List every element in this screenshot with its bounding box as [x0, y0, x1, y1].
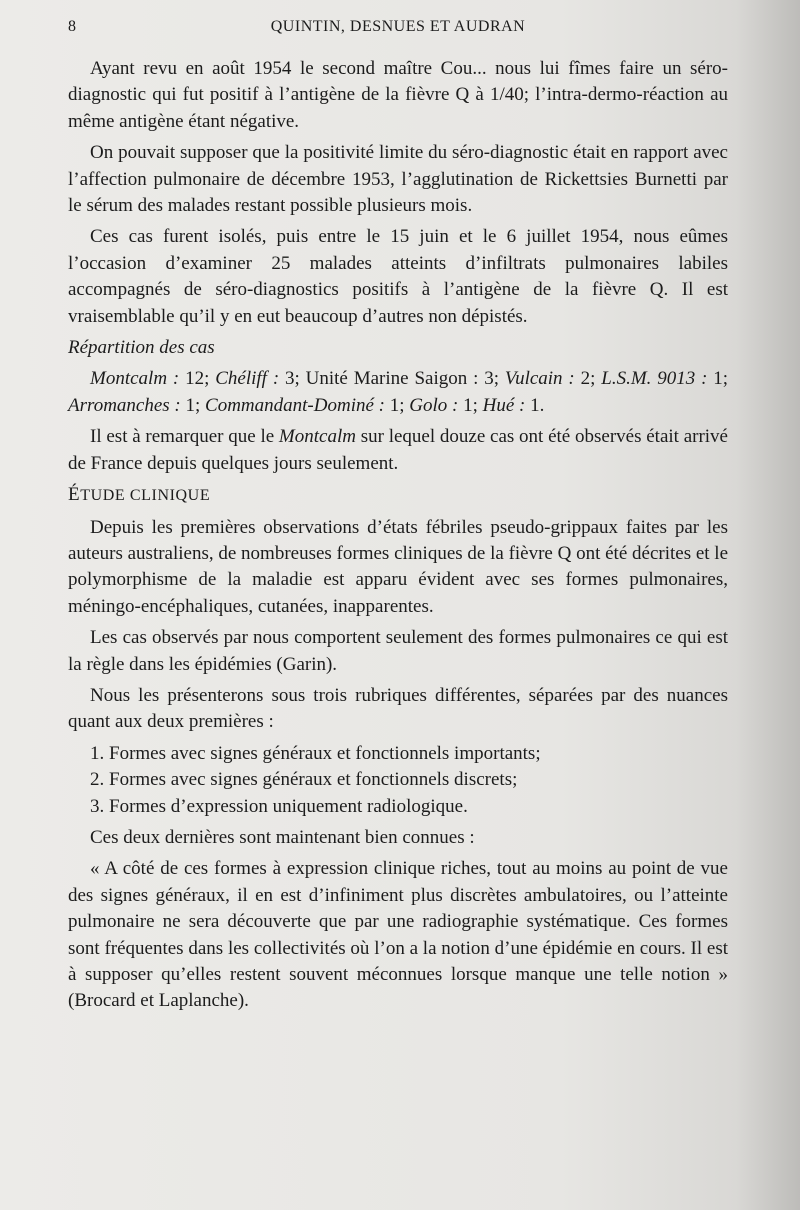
forms-list — [68, 741, 728, 820]
section-title-repartition: Répartition des cas — [68, 337, 215, 359]
paragraph: Ayant revu en août 1954 le second maître Cou... nous lui fîmes faire un séro-diagnostic qui fut positif à l’antigène de la fièvre Q à 1/40; l’intra-dermo-réaction au même antigène étant négative. — [68, 58, 728, 132]
ship-entry: Montcalm : 12; — [90, 368, 216, 390]
quotation: « A côté de ces formes à expression clinique riches, tout au moins au point de vue des signes généraux, il en est d’infiniment plus discrètes ambulatoires, ou l’atteinte pulmonaire ne sera découverte que par une radiographie systématique. Ces formes sont fréquentes dans les collectivités où l’on a la notion d’une épidémie en cours. Il est à supposer qu’elles restent souvent méconnues lorsque manque une telle notion » (Brocard et Laplanche). — [68, 858, 728, 1012]
ship-entry: Golo : 1; — [409, 394, 483, 416]
ship-entry: Vulcain : 2; — [504, 368, 602, 390]
list-item: 2. Formes avec signes généraux et fonctionnels discrets; — [90, 769, 518, 791]
page-number: 8 — [68, 18, 77, 35]
section-title-etude-clinique: ÉTUDE CLINIQUE — [68, 484, 211, 506]
paragraph: Depuis les premières observations d’états fébriles pseudo-grippaux faites par les auteurs australiens, de nombreuses formes cliniques de la fièvre Q ont été décrites et le polymorphisme de la maladie est apparu évident avec ses formes pulmonaires, méningo-encéphaliques, cutanées, inapparentes. — [68, 516, 729, 617]
list-item: 1. Formes avec signes généraux et fonctionnels importants; — [90, 742, 541, 764]
ship-entry: Hué : 1. — [482, 394, 545, 416]
paragraph: Nous les présenterons sous trois rubriques différentes, séparées par des nuances quant aux deux premières : — [68, 684, 728, 733]
ship-list — [68, 366, 728, 419]
ship-entry: Unité Marine Saigon : 3; — [305, 368, 505, 390]
ship-entry: Arromanches : 1; — [68, 394, 206, 416]
list-item: 3. Formes d’expression uniquement radiologique. — [90, 795, 468, 817]
paragraph: Ces deux dernières sont maintenant bien connues : — [90, 826, 475, 848]
ship-name: Montcalm — [278, 426, 356, 448]
running-head: QUINTIN, DESNUES ET AUDRAN — [270, 18, 526, 35]
ship-entry: L.S.M. 9013 : 1; — [601, 368, 729, 390]
ship-entry: Commandant-Dominé : 1; — [205, 394, 410, 416]
paragraph: Les cas observés par nous comportent seulement des formes pulmonaires ce qui est la règle dans les épidémies (Garin). — [68, 627, 728, 675]
ship-entry: Chéliff : 3; — [215, 368, 306, 390]
paragraph-remark: Il est à remarquer que le Montcalm sur lequel douze cas ont été observés était arrivé de France depuis quelques jours seulement. — [68, 426, 728, 474]
body-text — [68, 56, 728, 1020]
paragraph: On pouvait supposer que la positivité limite du séro-diagnostic était en rapport avec l’affection pulmonaire de décembre 1953, l’agglutination de Rickettsies Burnetti par le sérum des malades restant possible plusieurs mois. — [68, 142, 728, 217]
paragraph: Ces cas furent isolés, puis entre le 15 juin et le 6 juillet 1954, nous eûmes l’occasion d’examiner 25 malades atteints d’infiltrats pulmonaires labiles accompagnés de séro-diagnostics positifs à l’antigène de la fièvre Q. Il est vraisemblable qu’il y en eut beaucoup d’autres non dépistés. — [68, 226, 728, 327]
